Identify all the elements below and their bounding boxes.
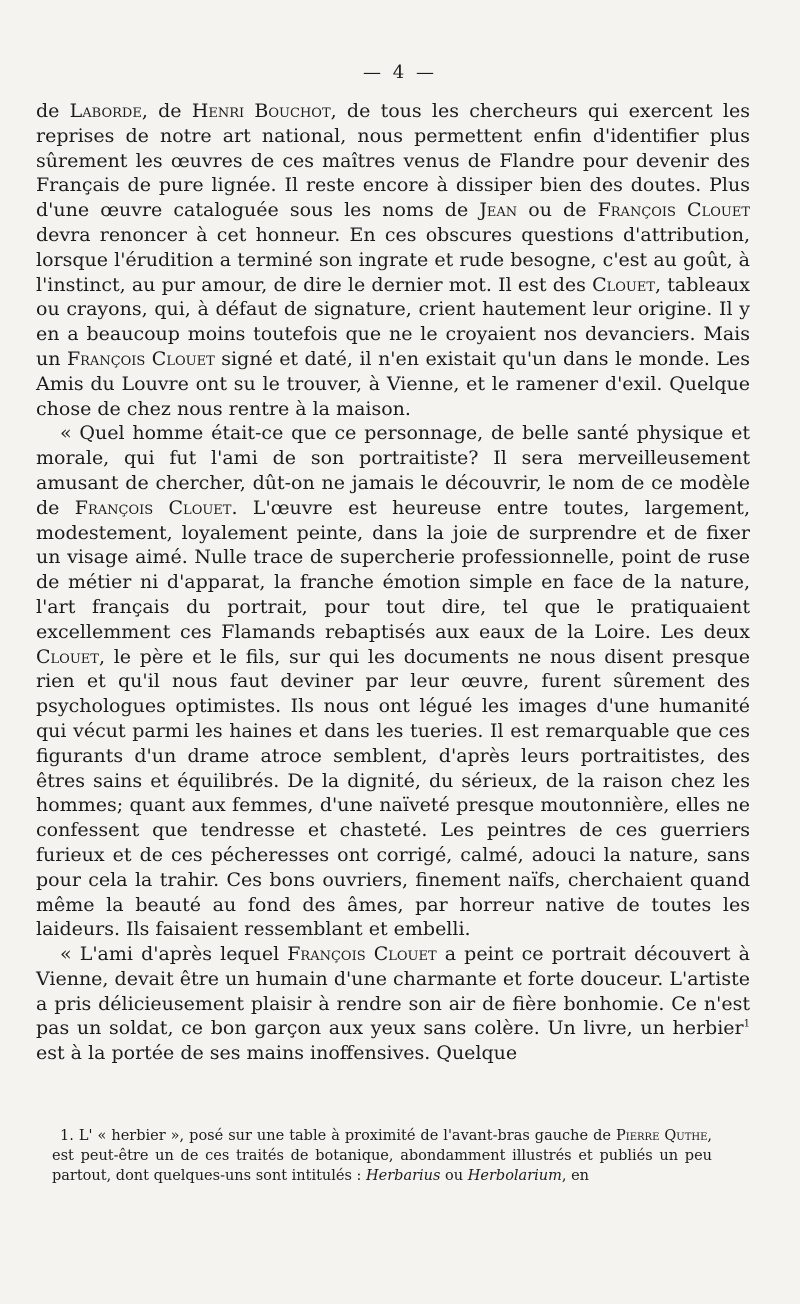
name-pierre-quthe: Pierre Quthe	[616, 1128, 708, 1144]
name-clouet: Clouet	[592, 273, 656, 296]
p2-text-2: . L'œuvre est heureuse entre toutes, largement, modestement, loyalement peinte, dans la joie de surprendre et de fixer un visage aimé. Nulle trace de supercherie professionnelle, point de ruse de métier ni d'apparat, la franche émotion simple en face de la nature, l'art français du portrait, pour tout dire, tel que le pratiquaient excellemment ces Flamands rebaptisés aux eaux de la Loire. Les deux	[36, 496, 750, 643]
page-number: — 4 —	[363, 62, 437, 83]
p1-text-6: , tableaux ou crayons, qui, à défaut de signature, crient hautement leur origine. Il y en a beaucoup moins toutefois que ne le croyaient nos devanciers. Mais un	[36, 273, 750, 370]
p2-text-3: , le père et le fils, sur qui les documents ne nous disent presque rien et qu'il nous faut deviner par leur œuvre, furent sûrement des psychologues optimistes. Ils nous ont légué les images d'une humanité qui vécut parmi les haines et dans les tueries. Il est remarquable que ces figurants d'un drame atroce semblent, d'après leurs portraitistes, des êtres sains et équilibrés. De la dignité, du sérieux, de la raison chez les hommes; quant aux femmes, d'une naïveté presque moutonnière, elles ne confessent que tendresse et chasteté. Les peintres de ces guerriers furieux et de ces pécheresses ont corrigé, calmé, adouci la nature, sans pour cela la trahir. Ces bons ouvriers, finement naïfs, cherchaient quand même la beauté au fond des âmes, par horreur native de toutes les laideurs. Ils faisaient ressemblant et embelli.	[36, 645, 750, 941]
name-henri-bouchot: Henri Bouchot	[191, 100, 331, 122]
p1-text-4: ou de	[517, 199, 598, 222]
footnote-reference[interactable]: 1	[743, 1019, 750, 1031]
name-laborde: Laborde	[69, 100, 142, 122]
footnote-text-3: ou	[440, 1168, 468, 1184]
p1-text-7: signé et daté, il n'en existait qu'un dans le monde. Les Amis du Louvre ont su le trouver, à Vienne, et le ramener d'exil. Quelque chose de chez nous rentre à la maison.	[36, 347, 750, 420]
p1-text-1: de	[36, 100, 70, 122]
p1-text-2: , de	[141, 100, 192, 122]
p1-text-3: , de tous les chercheurs qui exercent les reprises de notre art national, nous permettent enfin d'identifier plus sûrement les œuvres de ces maîtres venus de Flandre pour devenir des Français de pure lignée. Il reste encore à dissiper bien des doutes. Plus d'une œuvre cataloguée sous les noms de	[36, 100, 750, 222]
footnote-text-4: , en	[561, 1168, 589, 1184]
footnote-text-1: 1. L' « herbier », posé sur une table à proximité de l'avant-bras gauche de	[60, 1128, 616, 1144]
paragraph-2	[36, 421, 750, 942]
name-francois-clouet: François Clouet	[597, 199, 751, 222]
footnote	[52, 1126, 712, 1186]
p3-text-3: est à la portée de ses mains inoffensives. Quelque	[36, 1042, 518, 1065]
name-francois-clouet: François Clouet	[287, 943, 437, 966]
p3-text-2: a peint ce portrait découvert à Vienne, devait être un humain d'une charmante et forte douceur. L'artiste a pris délicieusement plaisir à rendre son air de fière bonhomie. Ce n'est pas un soldat, ce bon garçon aux yeux sans colère. Un livre, un herbier	[36, 943, 750, 1040]
name-francois-clouet: François Clouet	[66, 347, 215, 370]
name-francois-clouet: François Clouet	[74, 496, 232, 519]
p2-text-1: « Quel homme était-ce que ce personnage, de belle santé physique et morale, qui fut l'ami de son portraitiste? Il sera merveilleusement amusant de chercher, dût-on ne jamais le découvrir, le nom de ce modèle de	[36, 422, 750, 519]
p3-text-1: « L'ami d'après lequel	[60, 943, 288, 966]
name-jean: Jean	[479, 199, 518, 222]
footnote-text-2: , est peut-être un de ces traités de botanique, abondamment illustrés et publiés un peu partout, dont quelques-uns sont intitulés :	[52, 1128, 712, 1184]
p1-text-5: devra renoncer à cet honneur. En ces obscures questions d'attribution, lorsque l'érudition a terminé son ingrate et rude besogne, c'est au goût, à l'instinct, au pur amour, de dire le dernier mot. Il est des	[36, 223, 750, 296]
paragraph-3	[36, 942, 750, 1066]
body-text	[36, 99, 750, 1066]
title-herbarius: Herbarius	[366, 1168, 441, 1184]
name-clouet: Clouet	[36, 645, 99, 668]
paragraph-1	[36, 99, 750, 421]
title-herbolarium: Herbolarium	[467, 1168, 562, 1184]
